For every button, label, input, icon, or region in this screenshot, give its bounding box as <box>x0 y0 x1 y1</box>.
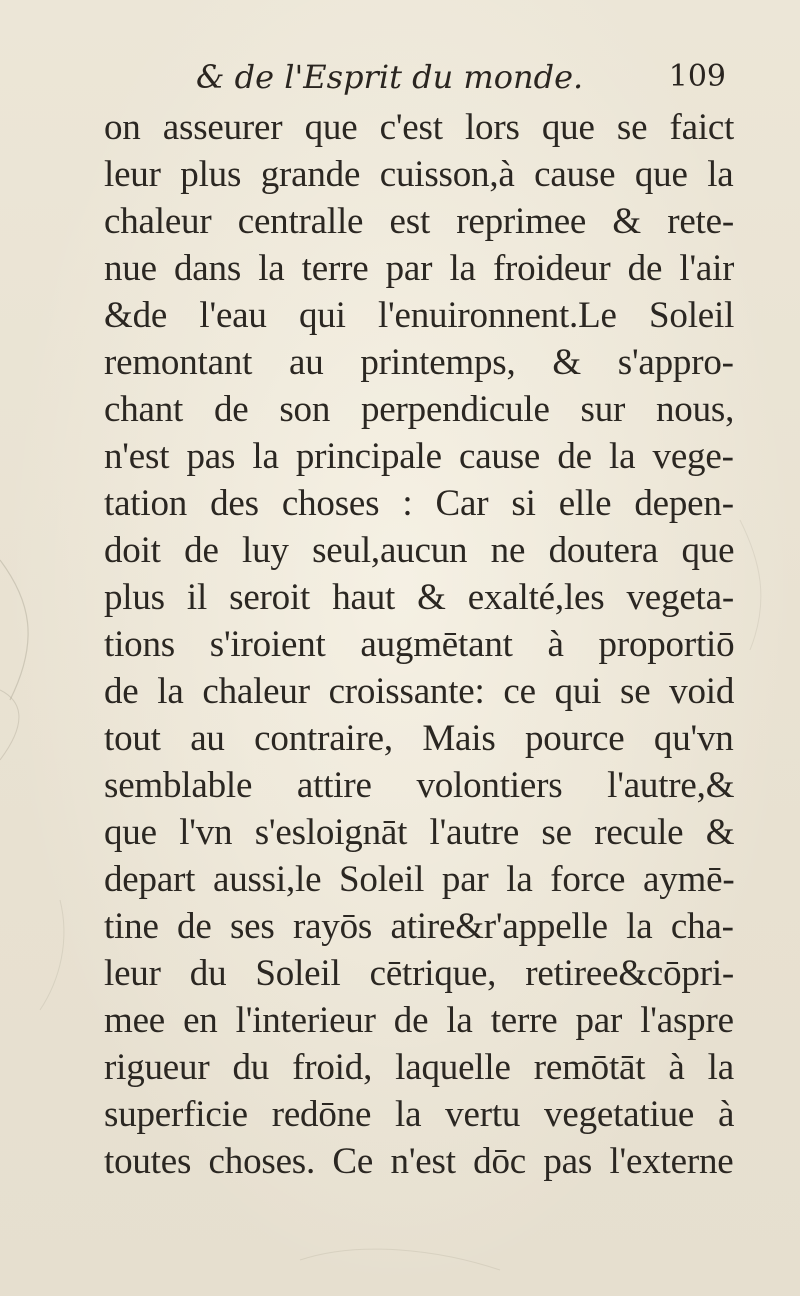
text-line: chaleur centralle est reprimee & rete- <box>104 201 734 242</box>
text-line: nue dans la terre par la froideur de l'air <box>104 248 734 289</box>
running-title: & de l'Esprit du monde. <box>196 58 584 96</box>
text-line: tions s'iroient augmētant à proportiō <box>104 624 734 665</box>
text-line: doit de luy seul,aucun ne doutera que <box>104 530 734 571</box>
text-line: remontant au printemps, & s'appro- <box>104 342 734 383</box>
text-line: superficie redōne la vertu vegetatiue à <box>104 1094 734 1135</box>
text-line: tout au contraire, Mais pource qu'vn <box>104 718 734 759</box>
text-line: plus il seroit haut & exalté,les vegeta- <box>104 577 734 618</box>
text-line: leur du Soleil cētrique, retiree&cōpri- <box>104 953 734 994</box>
body-text <box>104 104 734 1185</box>
text-line: de la chaleur croissante: ce qui se void <box>104 671 734 712</box>
text-line: on asseurer que c'est lors que se faict <box>104 107 734 148</box>
running-header <box>196 52 726 102</box>
text-line: tation des choses : Car si elle depen- <box>104 483 734 524</box>
text-line: depart aussi,le Soleil par la force aymē- <box>104 859 734 900</box>
text-line: toutes choses. Ce n'est dōc pas l'externe <box>104 1141 734 1182</box>
text-line: semblable attire volontiers l'autre,& <box>104 765 734 806</box>
text-line: mee en l'interieur de la terre par l'aspre <box>104 1000 734 1041</box>
text-line: n'est pas la principale cause de la vege- <box>104 436 734 477</box>
text-line: chant de son perpendicule sur nous, <box>104 389 734 430</box>
text-line: tine de ses rayōs atire&r'appelle la cha- <box>104 906 734 947</box>
text-line: rigueur du froid, laquelle remōtāt à la <box>104 1047 734 1088</box>
text-line: leur plus grande cuisson,à cause que la <box>104 154 734 195</box>
text-line: que l'vn s'esloignāt l'autre se recule & <box>104 812 734 853</box>
page-number: 109 <box>668 59 726 94</box>
text-line: &de l'eau qui l'enuironnent.Le Soleil <box>104 295 734 336</box>
